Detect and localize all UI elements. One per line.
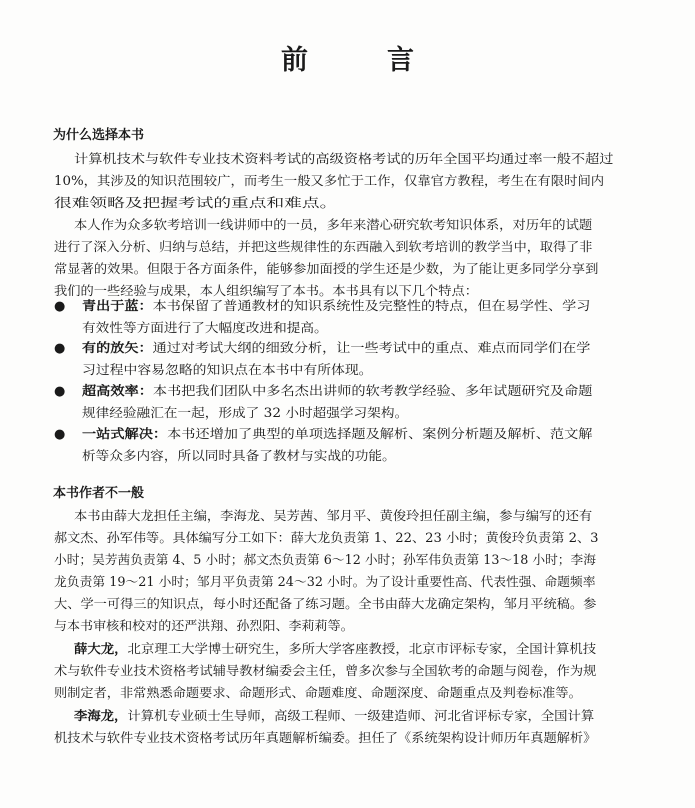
body-line: 进行了深入分析、归纳与总结，并把这些规律性的东西融入到软考培训的教学当中，取得了非: [54, 239, 593, 254]
bullet-line: 析等众多内容，所以同时具备了教材与实战的功能。: [82, 448, 396, 463]
body-text: 计算机专业硕士生导师，高级工程师、一级建造师、河北省评标专家，全国计算: [127, 708, 595, 723]
person-name: 李海龙，: [74, 708, 128, 723]
body-line: 常显著的效果。但限于各方面条件，能够参加面授的学生还是少数，为了能让更多同学分享到: [54, 261, 599, 276]
body-line: 我们的一些经验与成果，本人组织编写了本书。本书具有以下几个特点：: [54, 283, 478, 298]
bullet-text: 本书保留了普通教材的知识系统性及完整性的特点，但在易学性、学习: [152, 298, 591, 313]
bullet-line: [82, 385, 592, 398]
body-line: 很难领略及把握考试的重点和难点。: [54, 195, 338, 210]
bullet-text: 本书把我们团队中多名杰出讲师的软考教学经验、多年试题研究及命题: [152, 383, 593, 398]
bullet-dot-icon: ●: [54, 384, 66, 399]
page-title: 前 言: [281, 45, 440, 76]
body-text: 北京理工大学博士研究生，多所大学客座教授，北京市评标专家，全国计算机技: [127, 641, 597, 656]
bullet-line: 有效性等方面进行了大幅度改进和提高。: [82, 320, 328, 335]
section-heading: 本书作者不一般: [53, 486, 145, 501]
bullet-line: 规律经验融汇在一起，形成了 32 小时超强学习架构。: [82, 405, 409, 420]
body-line: 计算机技术与软件专业技术资料考试的高级资格考试的历年全国平均通过率一般不超过: [74, 151, 614, 166]
bullet-text: 通过对考试大纲的细致分析，让一些考试中的重点、难点而同学们在学: [152, 340, 591, 355]
section-heading: 为什么选择本书: [53, 128, 145, 143]
body-line: 机技术与软件专业技术资格考试历年真题解析编委。担任了《系统架构设计师历年真题解析》: [54, 730, 597, 745]
body-line: 本书由薛大龙担任主编，李海龙、吴芳茜、邹月平、黄俊玲担任副主编，参与编写的还有: [74, 508, 593, 523]
body-line: 大、学一可得三的知识点，每小时还配备了练习题。全书由薛大龙确定架构，邹月平统稿。参: [54, 596, 597, 611]
body-line: 与本书审核和校对的还严洪翔、孙烈阳、李莉莉等。: [54, 618, 354, 633]
bullet-label: 有的放矢：: [82, 340, 153, 355]
person-name: 薛大龙，: [74, 641, 128, 656]
bullet-dot-icon: ●: [54, 427, 66, 442]
bullet-label: 超高效率：: [82, 383, 153, 398]
bullet-label: 青出于蓝：: [82, 298, 153, 313]
bullet-text: 本书还增加了典型的单项选择题及解析、案例分析题及解析、范文解: [167, 426, 593, 441]
body-line: 10%，其涉及的知识范围较广，而考生一般又多忙于工作，仅靠官方教程，考生在有限时间内: [54, 173, 605, 188]
body-line: 则制定者，非常熟悉命题要求、命题形式、命题难度、命题深度、命题重点及判卷标准等。: [54, 685, 582, 700]
bullet-line: [82, 428, 592, 441]
body-line: 本人作为众多软考培训一线讲师中的一员，多年来潜心研究软考知识体系，对历年的试题: [74, 217, 593, 232]
body-line: 龙负责第 19～21 小时；邹月平负责第 24～32 小时。为了设计重要性高、代表性强、命题频率: [54, 574, 596, 589]
body-line: [74, 710, 594, 723]
body-line: [74, 643, 596, 656]
bullet-line: [82, 342, 590, 355]
body-line: 术与软件专业技术资格考试辅导教材编委会主任，曾多次参与全国软考的命题与阅卷，作为规: [54, 663, 597, 678]
bullet-dot-icon: ●: [54, 299, 66, 314]
bullet-line: 习过程中容易忽略的知识点在本书中有所体现。: [82, 362, 373, 377]
bullet-label: 一站式解决：: [82, 426, 168, 441]
body-line: 小时；吴芳茜负责第 4、5 小时；郝文杰负责第 6～12 小时；孙军伟负责第 13～18 小时；李海: [54, 552, 596, 567]
body-line: 郝文杰、孙军伟等。具体编写分工如下：薛大龙负责第 1、22、23 小时；黄俊玲负责第 2、3: [54, 530, 599, 545]
bullet-line: [82, 300, 590, 313]
bullet-dot-icon: ●: [54, 341, 66, 356]
